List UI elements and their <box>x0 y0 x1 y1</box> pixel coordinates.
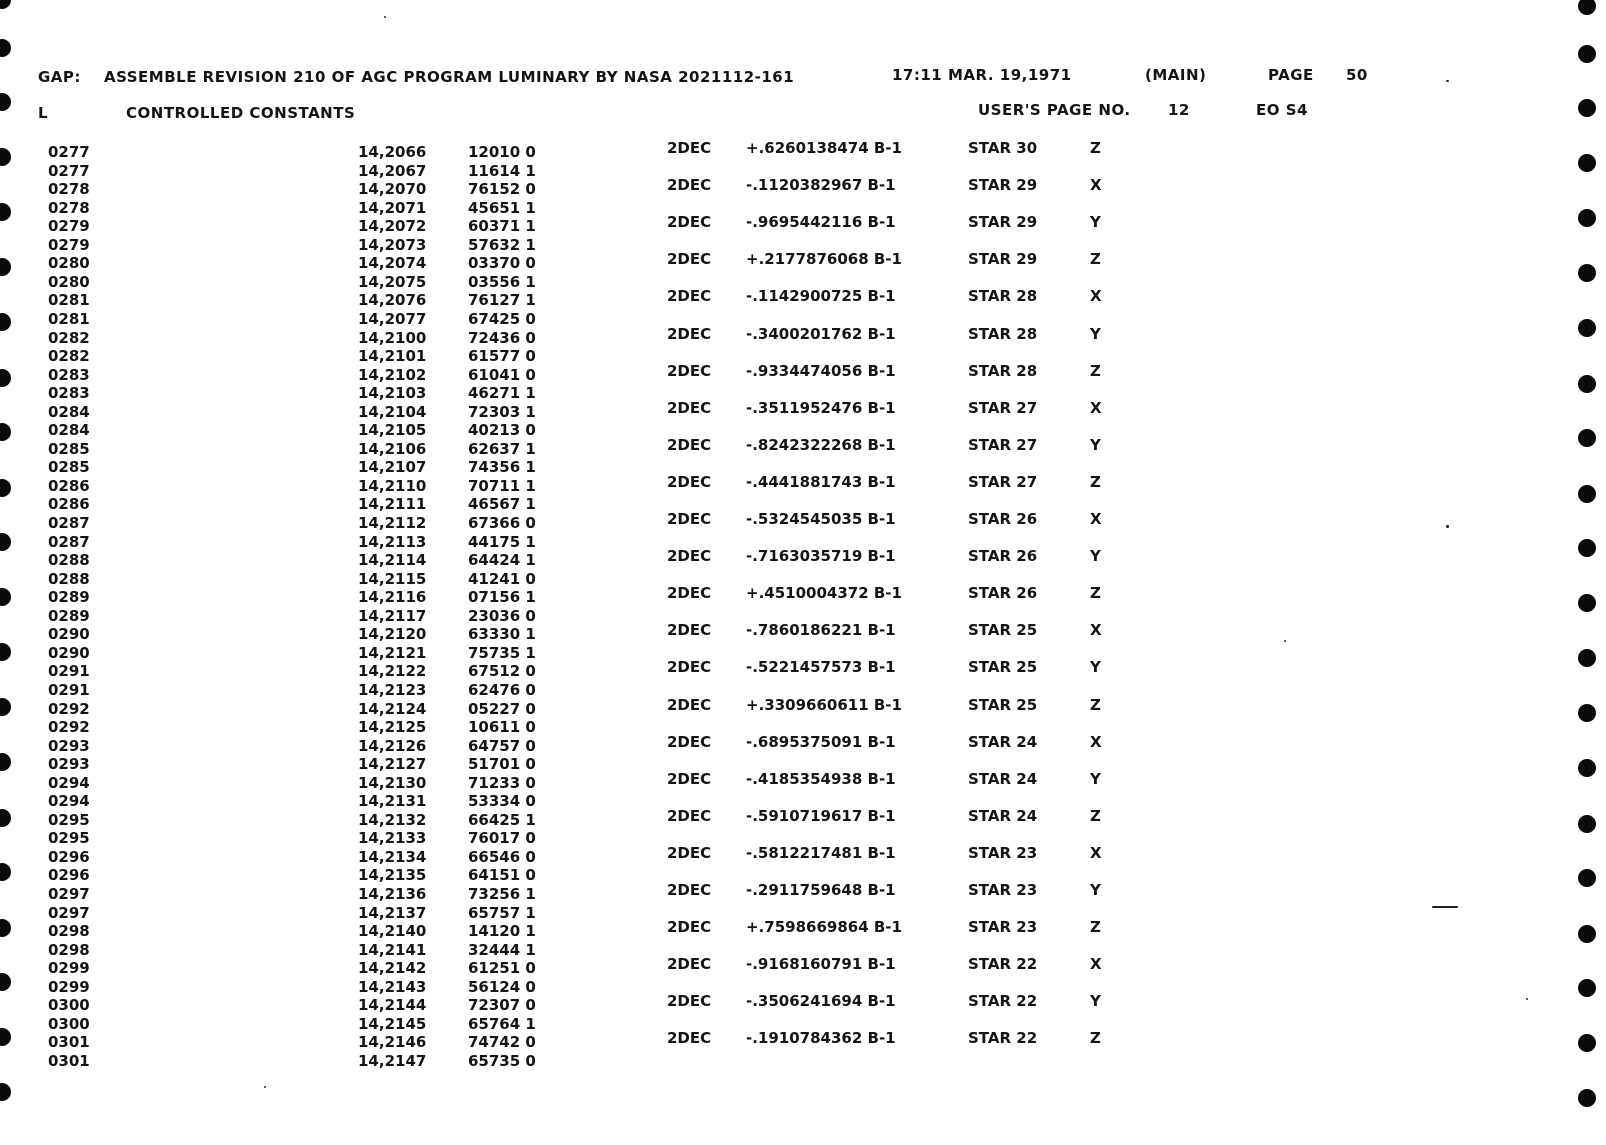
line-number: 0277 <box>48 162 90 180</box>
axis-label: Y <box>1090 881 1101 899</box>
listing-row <box>0 362 1600 384</box>
listing-row <box>0 547 1600 569</box>
axis-label: X <box>1090 176 1102 194</box>
listing-row <box>0 807 1600 829</box>
line-number: 0287 <box>48 533 90 551</box>
constant-value: -.5221457573 B-1 <box>746 658 896 676</box>
line-number: 0288 <box>48 570 90 588</box>
section-label: (MAIN) <box>1145 66 1207 84</box>
address: 14,2142 <box>358 959 427 977</box>
address: 14,2134 <box>358 848 427 866</box>
line-number: 0287 <box>48 514 90 532</box>
line-number: 0278 <box>48 199 90 217</box>
listing-row <box>0 139 1600 161</box>
line-number: 0284 <box>48 403 90 421</box>
star-label: STAR 30 <box>968 139 1038 157</box>
line-number: 0293 <box>48 737 90 755</box>
line-number: 0283 <box>48 366 90 384</box>
speck <box>1432 906 1458 908</box>
address: 14,2127 <box>358 755 427 773</box>
star-label: STAR 23 <box>968 918 1038 936</box>
line-number: 0291 <box>48 662 90 680</box>
listing-row <box>0 436 1600 458</box>
opcode: 2DEC <box>667 881 712 899</box>
line-number: 0298 <box>48 922 90 940</box>
listing-row <box>0 510 1600 532</box>
star-label: STAR 22 <box>968 1029 1038 1047</box>
address: 14,2132 <box>358 811 427 829</box>
octal-word: 66546 0 <box>468 848 536 866</box>
axis-label: X <box>1090 621 1102 639</box>
listing-row <box>0 287 1600 309</box>
octal-word: 76127 1 <box>468 291 536 309</box>
line-number: 0293 <box>48 755 90 773</box>
constant-value: +.2177876068 B-1 <box>746 250 902 268</box>
line-number: 0301 <box>48 1052 90 1070</box>
line-number: 0279 <box>48 217 90 235</box>
listing-row <box>0 1052 1600 1070</box>
constant-value: +.3309660611 B-1 <box>746 696 902 714</box>
opcode: 2DEC <box>667 473 712 491</box>
octal-word: 40213 0 <box>468 421 536 439</box>
octal-word: 07156 1 <box>468 588 536 606</box>
line-number: 0296 <box>48 866 90 884</box>
octal-word: 76017 0 <box>468 829 536 847</box>
constant-value: -.9334474056 B-1 <box>746 362 896 380</box>
octal-word: 32444 1 <box>468 941 536 959</box>
star-label: STAR 26 <box>968 510 1038 528</box>
line-number: 0279 <box>48 236 90 254</box>
opcode: 2DEC <box>667 325 712 343</box>
line-number: 0296 <box>48 848 90 866</box>
octal-word: 60371 1 <box>468 217 536 235</box>
octal-word: 05227 0 <box>468 700 536 718</box>
octal-word: 64757 0 <box>468 737 536 755</box>
speck <box>264 1086 266 1088</box>
axis-label: Z <box>1090 584 1101 602</box>
octal-word: 12010 0 <box>468 143 536 161</box>
octal-word: 11614 1 <box>468 162 536 180</box>
line-number: 0290 <box>48 625 90 643</box>
address: 14,2076 <box>358 291 427 309</box>
octal-word: 56124 0 <box>468 978 536 996</box>
line-number: 0284 <box>48 421 90 439</box>
listing-flag: L <box>38 104 49 122</box>
star-label: STAR 28 <box>968 362 1038 380</box>
constant-value: -.5324545035 B-1 <box>746 510 896 528</box>
octal-word: 45651 1 <box>468 199 536 217</box>
opcode: 2DEC <box>667 362 712 380</box>
octal-word: 03556 1 <box>468 273 536 291</box>
address: 14,2111 <box>358 495 427 513</box>
octal-word: 61251 0 <box>468 959 536 977</box>
listing-row <box>0 844 1600 866</box>
listing-row <box>0 992 1600 1014</box>
octal-word: 03370 0 <box>468 254 536 272</box>
star-label: STAR 28 <box>968 325 1038 343</box>
constant-value: -.3511952476 B-1 <box>746 399 896 417</box>
opcode: 2DEC <box>667 992 712 1010</box>
axis-label: X <box>1090 844 1102 862</box>
axis-label: Y <box>1090 325 1101 343</box>
octal-word: 65764 1 <box>468 1015 536 1033</box>
axis-label: X <box>1090 955 1102 973</box>
opcode: 2DEC <box>667 658 712 676</box>
axis-label: X <box>1090 733 1102 751</box>
axis-label: Y <box>1090 213 1101 231</box>
address: 14,2077 <box>358 310 427 328</box>
line-number: 0278 <box>48 180 90 198</box>
octal-word: 44175 1 <box>468 533 536 551</box>
address: 14,2112 <box>358 514 427 532</box>
line-number: 0286 <box>48 477 90 495</box>
line-number: 0298 <box>48 941 90 959</box>
octal-word: 65757 1 <box>468 904 536 922</box>
octal-word: 71233 0 <box>468 774 536 792</box>
address: 14,2124 <box>358 700 427 718</box>
axis-label: Z <box>1090 807 1101 825</box>
line-number: 0301 <box>48 1033 90 1051</box>
speck <box>1446 525 1449 528</box>
address: 14,2115 <box>358 570 427 588</box>
address: 14,2100 <box>358 329 427 347</box>
octal-word: 67425 0 <box>468 310 536 328</box>
address: 14,2140 <box>358 922 427 940</box>
constant-value: -.9695442116 B-1 <box>746 213 896 231</box>
octal-word: 74742 0 <box>468 1033 536 1051</box>
axis-label: X <box>1090 510 1102 528</box>
address: 14,2070 <box>358 180 427 198</box>
line-number: 0280 <box>48 254 90 272</box>
axis-label: Z <box>1090 473 1101 491</box>
line-number: 0300 <box>48 996 90 1014</box>
address: 14,2136 <box>358 885 427 903</box>
star-label: STAR 24 <box>968 733 1038 751</box>
line-number: 0299 <box>48 978 90 996</box>
octal-word: 72303 1 <box>468 403 536 421</box>
address: 14,2106 <box>358 440 427 458</box>
address: 14,2131 <box>358 792 427 810</box>
axis-label: Y <box>1090 770 1101 788</box>
opcode: 2DEC <box>667 436 712 454</box>
constant-value: -.5812217481 B-1 <box>746 844 896 862</box>
line-number: 0277 <box>48 143 90 161</box>
octal-word: 46567 1 <box>468 495 536 513</box>
opcode: 2DEC <box>667 176 712 194</box>
constant-value: -.7163035719 B-1 <box>746 547 896 565</box>
star-label: STAR 25 <box>968 621 1038 639</box>
axis-label: Z <box>1090 139 1101 157</box>
octal-word: 73256 1 <box>468 885 536 903</box>
line-number: 0286 <box>48 495 90 513</box>
octal-word: 67366 0 <box>468 514 536 532</box>
address: 14,2130 <box>358 774 427 792</box>
address: 14,2074 <box>358 254 427 272</box>
listing-row <box>0 696 1600 718</box>
address: 14,2144 <box>358 996 427 1014</box>
listing-row <box>0 658 1600 680</box>
constant-value: -.8242322268 B-1 <box>746 436 896 454</box>
timestamp: 17:11 MAR. 19,1971 <box>892 66 1072 84</box>
opcode: 2DEC <box>667 918 712 936</box>
constant-value: -.4185354938 B-1 <box>746 770 896 788</box>
constant-value: -.1910784362 B-1 <box>746 1029 896 1047</box>
octal-word: 10611 0 <box>468 718 536 736</box>
opcode: 2DEC <box>667 696 712 714</box>
listing-row <box>0 770 1600 792</box>
star-label: STAR 29 <box>968 176 1038 194</box>
axis-label: Z <box>1090 250 1101 268</box>
address: 14,2146 <box>358 1033 427 1051</box>
reference-code: EO S4 <box>1256 101 1308 119</box>
constant-value: -.4441881743 B-1 <box>746 473 896 491</box>
address: 14,2102 <box>358 366 427 384</box>
line-number: 0280 <box>48 273 90 291</box>
line-number: 0300 <box>48 1015 90 1033</box>
star-label: STAR 23 <box>968 844 1038 862</box>
octal-word: 74356 1 <box>468 458 536 476</box>
line-number: 0282 <box>48 347 90 365</box>
octal-word: 72307 0 <box>468 996 536 1014</box>
octal-word: 64151 0 <box>468 866 536 884</box>
octal-word: 63330 1 <box>468 625 536 643</box>
address: 14,2117 <box>358 607 427 625</box>
star-label: STAR 26 <box>968 547 1038 565</box>
listing-row <box>0 1029 1600 1051</box>
line-number: 0294 <box>48 792 90 810</box>
star-label: STAR 27 <box>968 399 1038 417</box>
listing-row <box>0 250 1600 272</box>
constant-value: +.6260138474 B-1 <box>746 139 902 157</box>
star-label: STAR 24 <box>968 807 1038 825</box>
octal-word: 67512 0 <box>468 662 536 680</box>
address: 14,2067 <box>358 162 427 180</box>
octal-word: 46271 1 <box>468 384 536 402</box>
constant-value: +.4510004372 B-1 <box>746 584 902 602</box>
line-number: 0289 <box>48 607 90 625</box>
axis-label: Z <box>1090 362 1101 380</box>
star-label: STAR 24 <box>968 770 1038 788</box>
constant-value: +.7598669864 B-1 <box>746 918 902 936</box>
star-label: STAR 26 <box>968 584 1038 602</box>
address: 14,2116 <box>358 588 427 606</box>
opcode: 2DEC <box>667 807 712 825</box>
axis-label: Y <box>1090 992 1101 1010</box>
listing-row <box>0 918 1600 940</box>
octal-word: 76152 0 <box>468 180 536 198</box>
octal-word: 66425 1 <box>468 811 536 829</box>
address: 14,2114 <box>358 551 427 569</box>
axis-label: X <box>1090 287 1102 305</box>
address: 14,2110 <box>358 477 427 495</box>
constant-value: -.1142900725 B-1 <box>746 287 896 305</box>
star-label: STAR 22 <box>968 955 1038 973</box>
line-number: 0289 <box>48 588 90 606</box>
listing-row <box>0 881 1600 903</box>
axis-label: Y <box>1090 436 1101 454</box>
axis-label: Z <box>1090 918 1101 936</box>
star-label: STAR 27 <box>968 473 1038 491</box>
octal-word: 72436 0 <box>468 329 536 347</box>
opcode: 2DEC <box>667 844 712 862</box>
line-number: 0281 <box>48 310 90 328</box>
line-number: 0299 <box>48 959 90 977</box>
line-number: 0285 <box>48 458 90 476</box>
speck <box>1284 640 1286 642</box>
constant-value: -.9168160791 B-1 <box>746 955 896 973</box>
line-number: 0283 <box>48 384 90 402</box>
opcode: 2DEC <box>667 770 712 788</box>
star-label: STAR 22 <box>968 992 1038 1010</box>
line-number: 0285 <box>48 440 90 458</box>
octal-word: 53334 0 <box>468 792 536 810</box>
address: 14,2072 <box>358 217 427 235</box>
speck <box>1446 80 1449 82</box>
listing-row <box>0 213 1600 235</box>
listing-row <box>0 584 1600 606</box>
opcode: 2DEC <box>667 1029 712 1047</box>
address: 14,2071 <box>358 199 427 217</box>
axis-label: X <box>1090 399 1102 417</box>
octal-word: 61041 0 <box>468 366 536 384</box>
listing-row <box>0 399 1600 421</box>
address: 14,2121 <box>358 644 427 662</box>
line-number: 0295 <box>48 829 90 847</box>
address: 14,2066 <box>358 143 427 161</box>
line-number: 0291 <box>48 681 90 699</box>
gap-label: GAP: <box>38 68 81 86</box>
address: 14,2125 <box>358 718 427 736</box>
opcode: 2DEC <box>667 139 712 157</box>
listing-row <box>0 955 1600 977</box>
address: 14,2107 <box>358 458 427 476</box>
axis-label: Y <box>1090 547 1101 565</box>
constant-value: -.1120382967 B-1 <box>746 176 896 194</box>
listing-row <box>0 325 1600 347</box>
address: 14,2073 <box>358 236 427 254</box>
line-number: 0288 <box>48 551 90 569</box>
axis-label: Z <box>1090 696 1101 714</box>
line-number: 0297 <box>48 885 90 903</box>
listing-row <box>0 473 1600 495</box>
octal-word: 75735 1 <box>468 644 536 662</box>
constant-value: -.6895375091 B-1 <box>746 733 896 751</box>
line-number: 0297 <box>48 904 90 922</box>
axis-label: Z <box>1090 1029 1101 1047</box>
octal-word: 64424 1 <box>468 551 536 569</box>
line-number: 0295 <box>48 811 90 829</box>
star-label: STAR 28 <box>968 287 1038 305</box>
octal-word: 51701 0 <box>468 755 536 773</box>
star-label: STAR 29 <box>968 213 1038 231</box>
address: 14,2101 <box>358 347 427 365</box>
opcode: 2DEC <box>667 213 712 231</box>
address: 14,2147 <box>358 1052 427 1070</box>
listing-row <box>0 621 1600 643</box>
section-heading: CONTROLLED CONSTANTS <box>126 104 356 122</box>
page-label: PAGE <box>1268 66 1314 84</box>
octal-word: 61577 0 <box>468 347 536 365</box>
opcode: 2DEC <box>667 733 712 751</box>
address: 14,2145 <box>358 1015 427 1033</box>
address: 14,2141 <box>358 941 427 959</box>
address: 14,2104 <box>358 403 427 421</box>
assembly-title: ASSEMBLE REVISION 210 OF AGC PROGRAM LUMINARY BY NASA 2021112-161 <box>104 68 795 86</box>
octal-word: 57632 1 <box>468 236 536 254</box>
star-label: STAR 27 <box>968 436 1038 454</box>
address: 14,2135 <box>358 866 427 884</box>
star-label: STAR 23 <box>968 881 1038 899</box>
octal-word: 62637 1 <box>468 440 536 458</box>
star-label: STAR 25 <box>968 696 1038 714</box>
address: 14,2137 <box>358 904 427 922</box>
address: 14,2123 <box>358 681 427 699</box>
address: 14,2133 <box>358 829 427 847</box>
users-page-label: USER'S PAGE NO. <box>978 101 1131 119</box>
octal-word: 70711 1 <box>468 477 536 495</box>
octal-word: 65735 0 <box>468 1052 536 1070</box>
octal-word: 41241 0 <box>468 570 536 588</box>
address: 14,2075 <box>358 273 427 291</box>
listing-row <box>0 733 1600 755</box>
address: 14,2105 <box>358 421 427 439</box>
opcode: 2DEC <box>667 955 712 973</box>
line-number: 0294 <box>48 774 90 792</box>
address: 14,2113 <box>358 533 427 551</box>
star-label: STAR 29 <box>968 250 1038 268</box>
constant-value: -.7860186221 B-1 <box>746 621 896 639</box>
line-number: 0290 <box>48 644 90 662</box>
line-number: 0292 <box>48 700 90 718</box>
speck <box>384 16 386 18</box>
octal-word: 23036 0 <box>468 607 536 625</box>
users-page-number: 12 <box>1168 101 1190 119</box>
constant-value: -.2911759648 B-1 <box>746 881 896 899</box>
opcode: 2DEC <box>667 250 712 268</box>
address: 14,2122 <box>358 662 427 680</box>
star-label: STAR 25 <box>968 658 1038 676</box>
opcode: 2DEC <box>667 399 712 417</box>
line-number: 0282 <box>48 329 90 347</box>
opcode: 2DEC <box>667 510 712 528</box>
opcode: 2DEC <box>667 584 712 602</box>
opcode: 2DEC <box>667 621 712 639</box>
speck <box>1526 998 1528 1000</box>
address: 14,2126 <box>358 737 427 755</box>
page-number: 50 <box>1346 66 1368 84</box>
address: 14,2143 <box>358 978 427 996</box>
listing-row <box>0 176 1600 198</box>
axis-label: Y <box>1090 658 1101 676</box>
octal-word: 14120 1 <box>468 922 536 940</box>
constant-value: -.3506241694 B-1 <box>746 992 896 1010</box>
address: 14,2103 <box>358 384 427 402</box>
octal-word: 62476 0 <box>468 681 536 699</box>
address: 14,2120 <box>358 625 427 643</box>
constant-value: -.5910719617 B-1 <box>746 807 896 825</box>
opcode: 2DEC <box>667 547 712 565</box>
line-number: 0281 <box>48 291 90 309</box>
line-number: 0292 <box>48 718 90 736</box>
constant-value: -.3400201762 B-1 <box>746 325 896 343</box>
opcode: 2DEC <box>667 287 712 305</box>
